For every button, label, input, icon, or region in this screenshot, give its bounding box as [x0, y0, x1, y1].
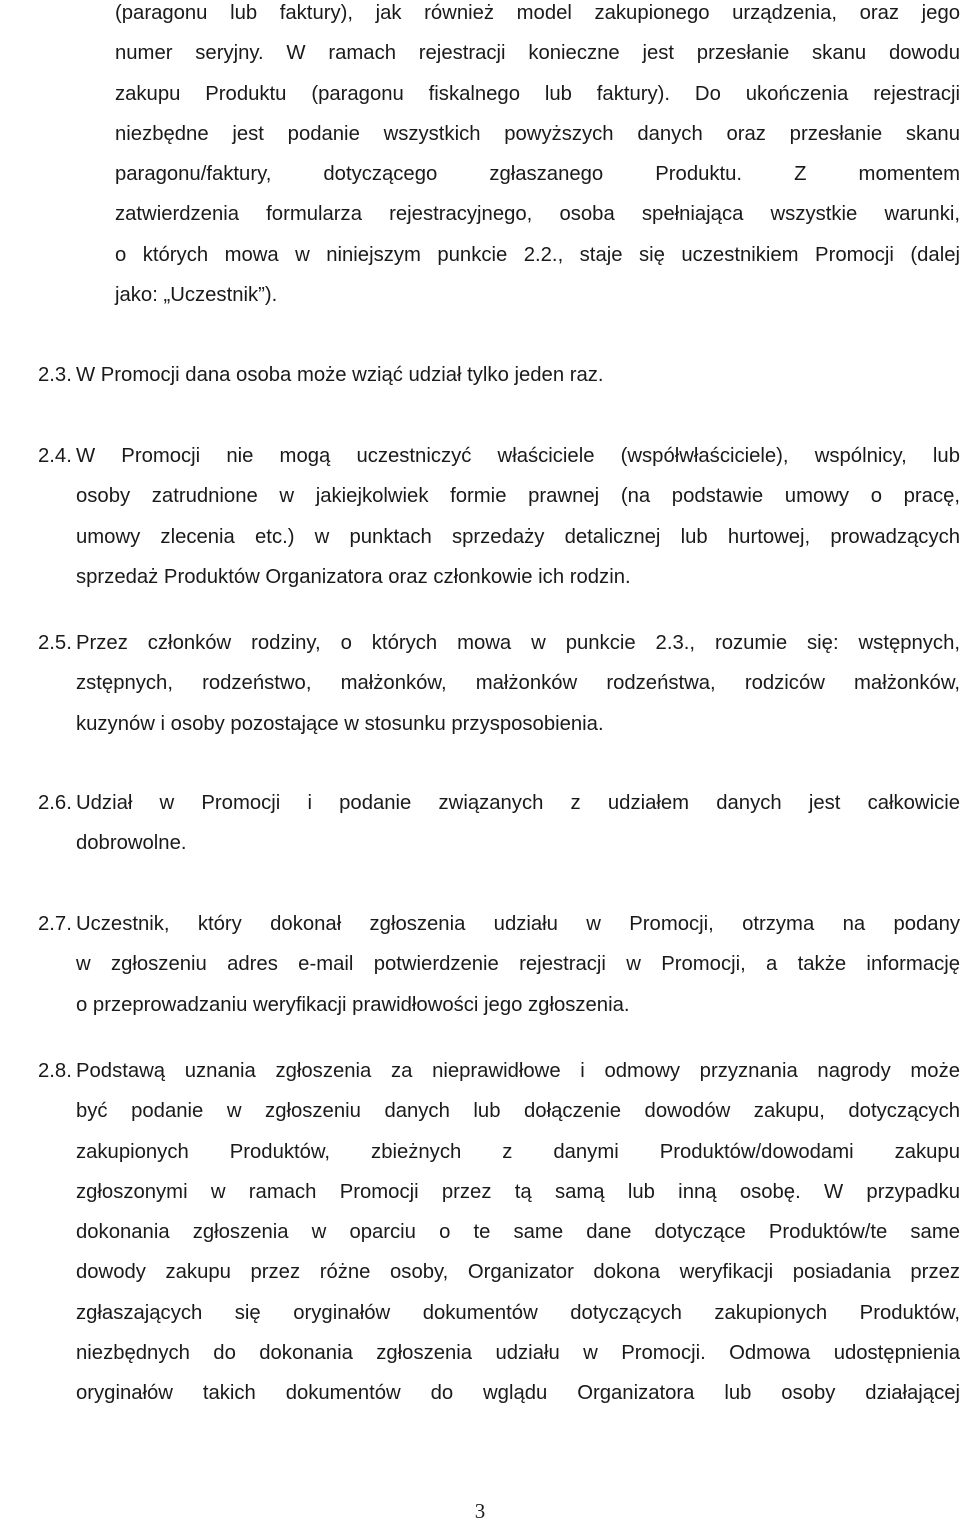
text-line: paragonu/faktury, dotyczącego zgłaszanego Produktu. Z momentem — [115, 163, 960, 186]
text-line: W Promocji dana osoba może wziąć udział tylko jeden raz. — [76, 364, 604, 386]
clause-number: 2.6. — [38, 792, 72, 814]
clause-text — [76, 623, 960, 744]
text-line: W Promocji nie mogą uczestniczyć właściciele (współwłaściciele), wspólnicy, lub — [76, 445, 960, 467]
text-line: w zgłoszeniu adres e-mail potwierdzenie rejestracji w Promocji, a także informację — [76, 953, 960, 976]
clause-text — [76, 783, 960, 864]
clause-text — [76, 1051, 960, 1414]
text-line: numer seryjny. W ramach rejestracji konieczne jest przesłanie skanu dowodu — [115, 42, 960, 65]
text-line: kuzynów i osoby pozostające w stosunku przysposobienia. — [76, 712, 604, 735]
text-line: zstępnych, rodzeństwo, małżonków, małżonków rodzeństwa, rodziców małżonków, — [76, 672, 960, 695]
clause-text — [76, 355, 960, 395]
intro-paragraph — [115, 0, 960, 315]
text-line: oryginałów takich dokumentów do wglądu Organizatora lub osoby działającej — [76, 1382, 960, 1405]
text-line: o których mowa w niniejszym punkcie 2.2., staje się uczestnikiem Promocji (dalej — [115, 243, 960, 266]
clause-number: 2.8. — [38, 1060, 72, 1082]
page-number: 3 — [474, 1499, 486, 1523]
text-line: zatwierdzenia formularza rejestracyjnego, osoba spełniająca wszystkie warunki, — [115, 203, 960, 226]
text-line: dokonania zgłoszenia w oparciu o te same dane dotyczące Produktów/te same — [76, 1221, 960, 1244]
text-line: zakupu Produktu (paragonu fiskalnego lub faktury). Do ukończenia rejestracji — [115, 82, 960, 105]
text-line: zakupionych Produktów, zbieżnych z danymi Produktów/dowodami zakupu — [76, 1140, 960, 1163]
clause-text — [76, 904, 960, 1025]
clause-text — [76, 436, 960, 597]
text-line: dobrowolne. — [76, 832, 187, 855]
text-line: (paragonu lub faktury), jak również model zakupionego urządzenia, oraz jego — [115, 2, 960, 24]
text-line: być podanie w zgłoszeniu danych lub dołączenie dowodów zakupu, dotyczących — [76, 1100, 960, 1123]
clause-number: 2.7. — [38, 913, 72, 935]
clause-number: 2.3. — [38, 364, 72, 386]
clause-number: 2.4. — [38, 445, 72, 467]
text-line: jako: „Uczestnik”). — [115, 284, 278, 307]
text-line: sprzedaż Produktów Organizatora oraz członkowie ich rodzin. — [76, 565, 631, 588]
clause-number: 2.5. — [38, 632, 72, 654]
text-line: niezbędne jest podanie wszystkich powyższych danych oraz przesłanie skanu — [115, 122, 960, 145]
text-line: Przez członków rodziny, o których mowa w punkcie 2.3., rozumie się: wstępnych, — [76, 632, 960, 654]
text-line: osoby zatrudnione w jakiejkolwiek formie prawnej (na podstawie umowy o pracę, — [76, 485, 960, 508]
text-line: Podstawą uznania zgłoszenia za nieprawidłowe i odmowy przyznania nagrody może — [76, 1060, 960, 1082]
text-line: niezbędnych do dokonania zgłoszenia udziału w Promocji. Odmowa udostępnienia — [76, 1342, 960, 1365]
text-line: umowy zlecenia etc.) w punktach sprzedaży detalicznej lub hurtowej, prowadzących — [76, 525, 960, 548]
text-line: Uczestnik, który dokonał zgłoszenia udziału w Promocji, otrzyma na podany — [76, 913, 960, 935]
text-line: zgłaszających się oryginałów dokumentów dotyczących zakupionych Produktów, — [76, 1301, 960, 1324]
text-line: Udział w Promocji i podanie związanych z udziałem danych jest całkowicie — [76, 792, 960, 814]
text-line: dowody zakupu przez różne osoby, Organizator dokona weryfikacji posiadania przez — [76, 1261, 960, 1284]
text-line: zgłoszonymi w ramach Promocji przez tą samą lub inną osobę. W przypadku — [76, 1180, 960, 1203]
text-line: o przeprowadzaniu weryfikacji prawidłowości jego zgłoszenia. — [76, 993, 630, 1016]
